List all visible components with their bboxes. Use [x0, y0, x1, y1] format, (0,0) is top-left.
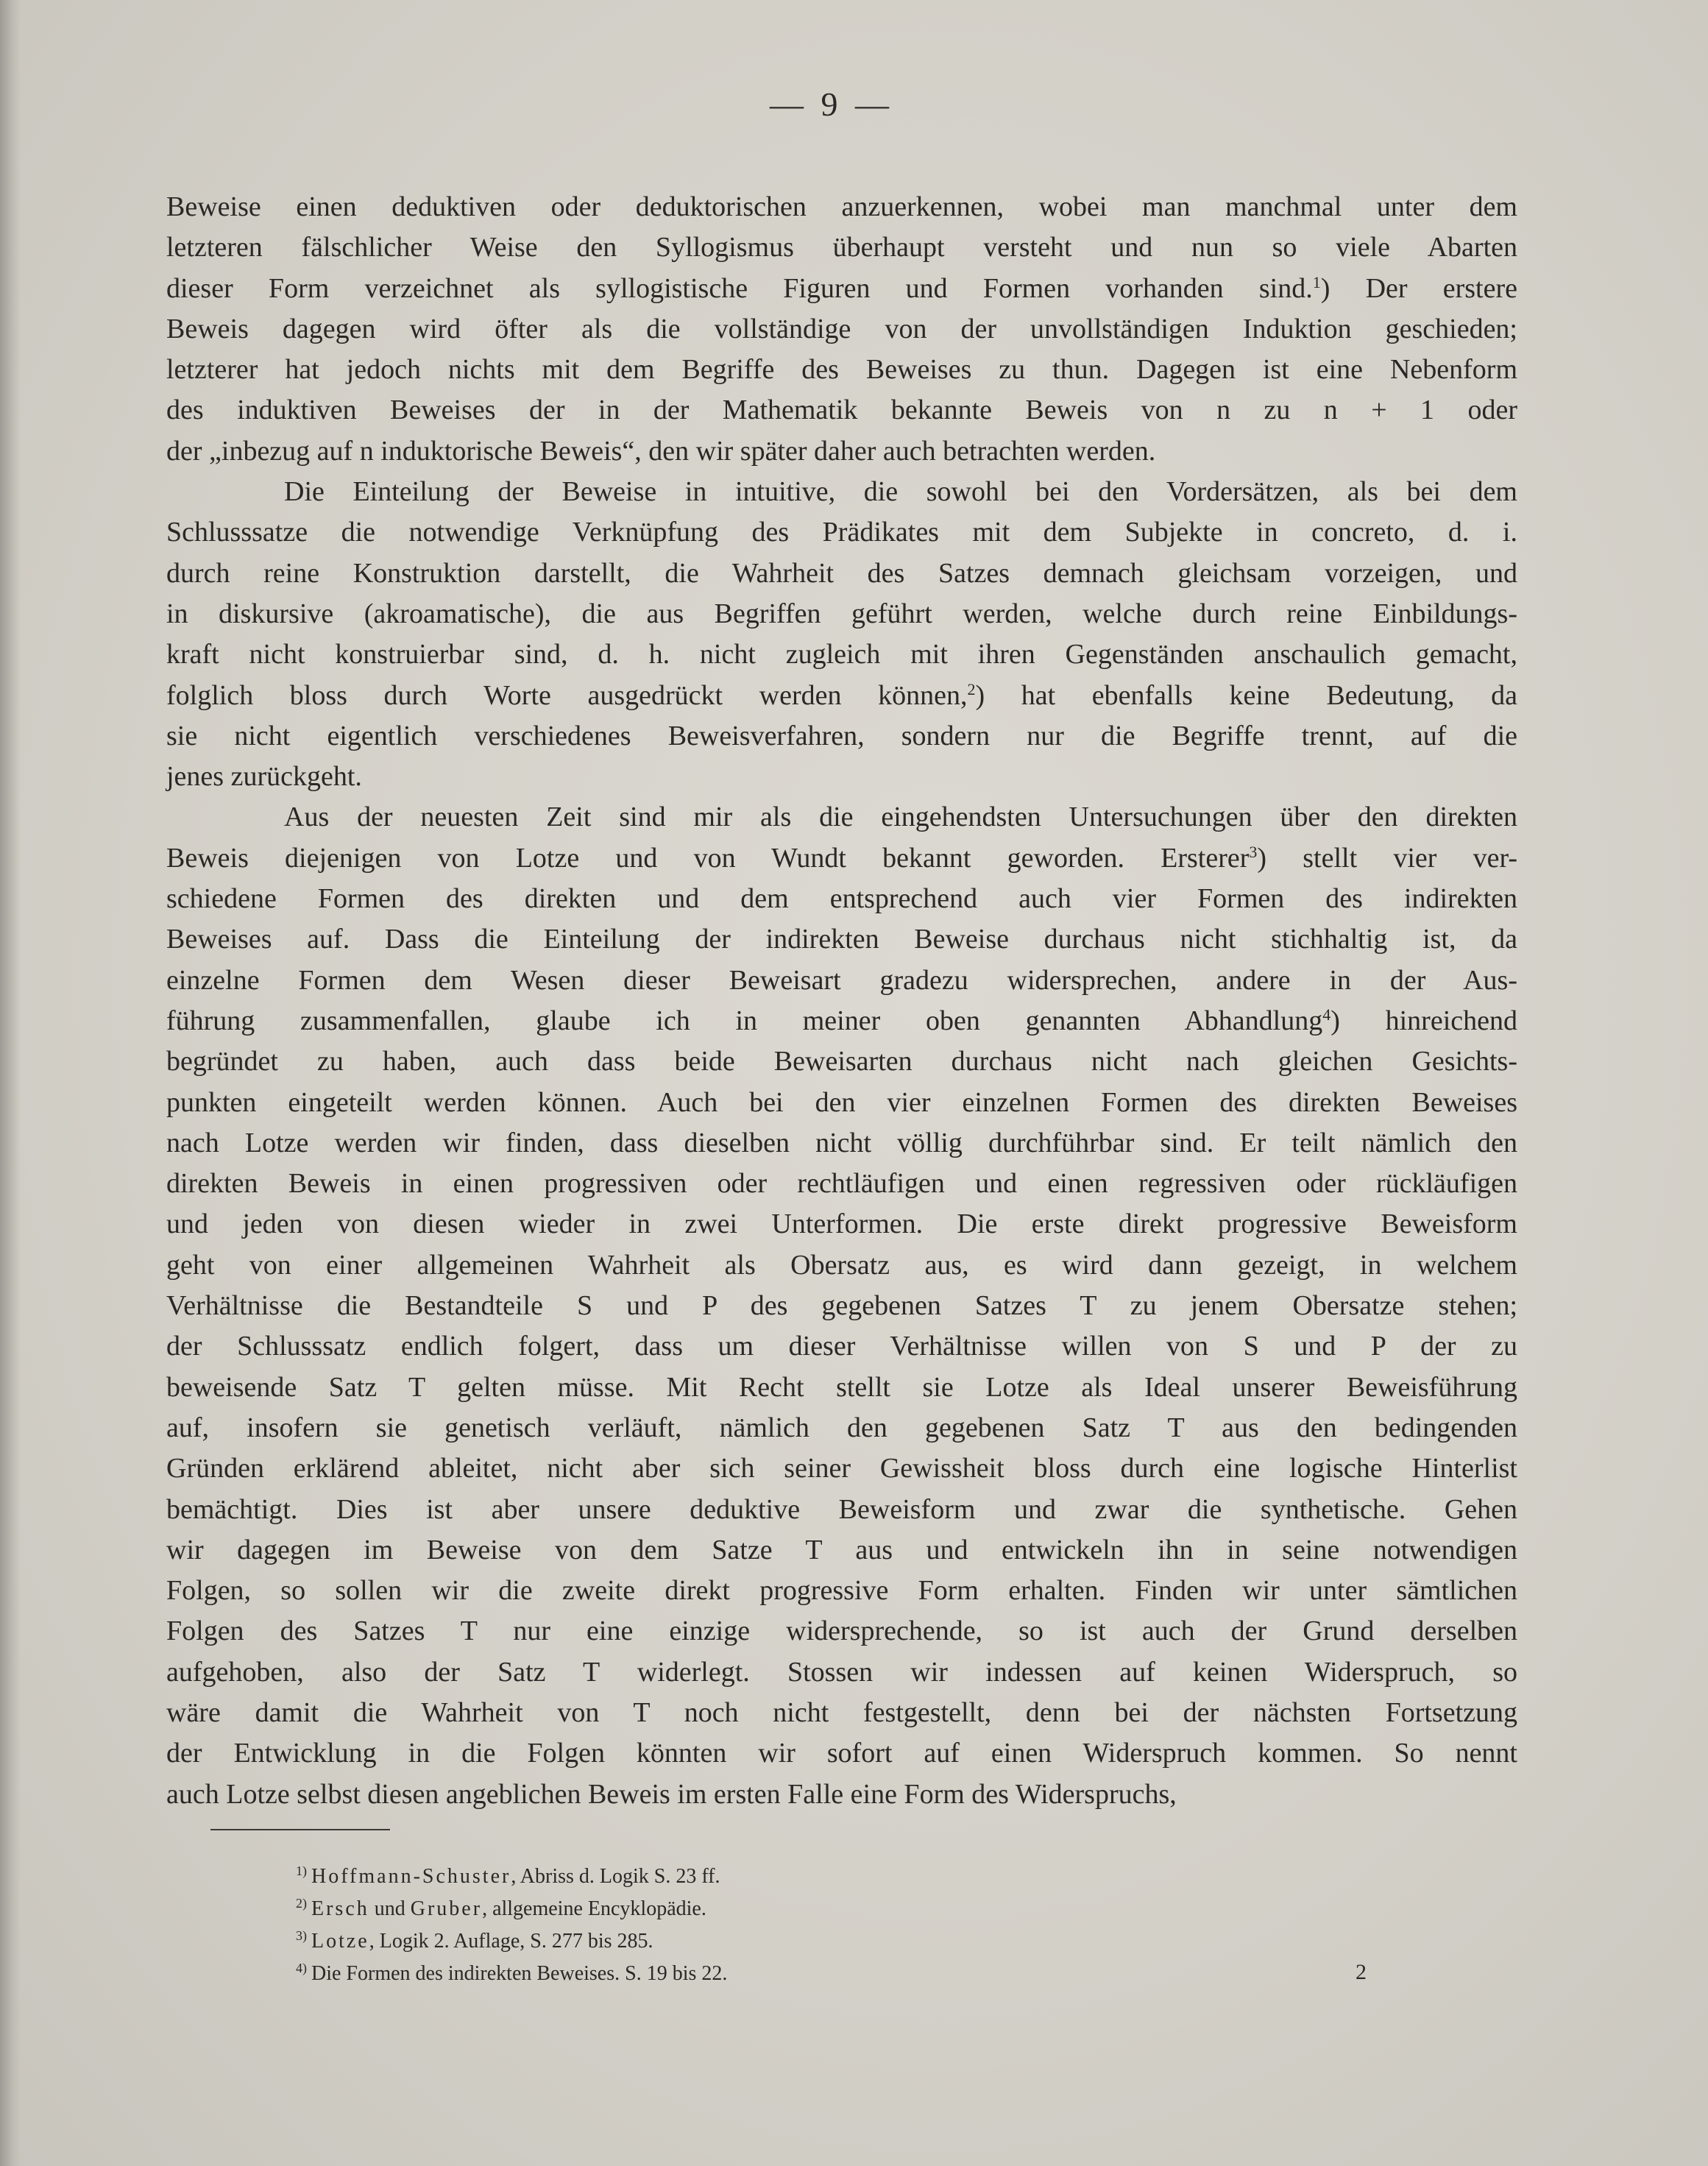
footnotes: [296, 1861, 1326, 1990]
text-line: kraft nicht konstruierbar sind, d. h. nicht zugleich mit ihren Gegenständen anschaulich gemacht,: [166, 639, 1517, 670]
text-line: der „inbezug auf n induktorische Beweis“, den wir später daher auch betrachten werden.: [166, 435, 1156, 467]
text-line: aufgehoben, also der Satz T widerlegt. Stossen wir indessen auf keinen Widerspruch, so: [166, 1656, 1517, 1688]
text-line: schiedene Formen des direkten und dem entsprechend auch vier Formen des indirekten: [166, 883, 1517, 915]
footnote-author: Hoffmann-Schuster: [311, 1865, 511, 1888]
signature-mark: 2: [1356, 1960, 1367, 1984]
footnote-item: [296, 1861, 1326, 1893]
footnote-citation: , allgemeine Encyklopädie.: [482, 1897, 706, 1920]
footnote-citation: Die Formen des indirekten Beweises. S. 19 bis 22.: [311, 1962, 728, 1985]
text-line: Beweis dagegen wird öfter als die vollständige von der unvollständigen Induktion geschieden;: [166, 313, 1517, 344]
text-line: einzelne Formen dem Wesen dieser Beweisart gradezu widersprechen, andere in der Aus-: [166, 964, 1517, 996]
text-line: Beweis diejenigen von Lotze und von Wundt bekannt geworden. Ersterer$^3$) stellt vier ver-: [166, 842, 1517, 874]
footnote-item: [296, 1925, 1326, 1958]
text-line: der Schlusssatz endlich folgert, dass um dieser Verhältnisse willen von S und P der zu: [166, 1331, 1517, 1362]
footnote-marker: 3): [296, 1928, 307, 1943]
text-line: letzterer hat jedoch nichts mit dem Begriffe des Beweises zu thun. Dagegen ist eine Nebenform: [166, 354, 1517, 386]
text-line: punkten eingeteilt werden können. Auch bei den vier einzelnen Formen des direkten Beweises: [166, 1086, 1517, 1118]
text-line: beweisende Satz T gelten müsse. Mit Recht stellt sie Lotze als Ideal unserer Beweisführung: [166, 1371, 1517, 1403]
text-line: Folgen, so sollen wir die zweite direkt progressive Form erhalten. Finden wir unter sämtlichen: [166, 1575, 1517, 1607]
text-line: auf, insofern sie genetisch verläuft, nämlich den gegebenen Satz T aus den bedingenden: [166, 1412, 1517, 1443]
text-line: durch reine Konstruktion darstellt, die Wahrheit des Satzes demnach gleichsam vorzeigen, und: [166, 557, 1517, 589]
footnote-author: Ersch: [311, 1897, 369, 1920]
text-line: wäre damit die Wahrheit von T noch nicht festgestellt, denn bei der nächsten Fortsetzung: [166, 1696, 1517, 1728]
text-line: Folgen des Satzes T nur eine einzige widersprechende, so ist auch der Grund derselben: [166, 1615, 1517, 1647]
footnote-citation: , Logik 2. Auflage, S. 277 bis 285.: [369, 1930, 653, 1953]
text-line: folglich bloss durch Worte ausgedrückt werden können,$^2$) hat ebenfalls keine Bedeutung, da: [166, 679, 1517, 711]
text-line: und jeden von diesen wieder in zwei Unterformen. Die erste direkt progressive Beweisform: [166, 1208, 1517, 1240]
text-line: führung zusammenfallen, glaube ich in meiner oben genannten Abhandlung$^4$) hinreichend: [166, 1005, 1517, 1036]
footnote-marker: 4): [296, 1961, 307, 1975]
text-line: Verhältnisse die Bestandteile S und P des gegebenen Satzes T zu jenem Obersatze stehen;: [166, 1290, 1517, 1322]
text-line: Aus der neuesten Zeit sind mir als die eingehendsten Untersuchungen über den direkten: [284, 801, 1517, 833]
footnote-separator: [210, 1829, 390, 1830]
text-line: geht von einer allgemeinen Wahrheit als Obersatz aus, es wird dann gezeigt, in welchem: [166, 1249, 1517, 1281]
text-line: Schlusssatze die notwendige Verknüpfung des Prädikates mit dem Subjekte in concreto, d. i.: [166, 517, 1517, 548]
footnote-marker: 1): [296, 1864, 307, 1878]
page-binding-edge: [0, 0, 21, 2166]
text-line: Gründen erklärend ableitet, nicht aber sich seiner Gewissheit bloss durch eine logische Hinterlist: [166, 1453, 1517, 1484]
text-line: Die Einteilung der Beweise in intuitive, die sowohl bei den Vordersätzen, als bei dem: [284, 476, 1517, 508]
text-line: der Entwicklung in die Folgen könnten wir sofort auf einen Widerspruch kommen. So nennt: [166, 1738, 1517, 1769]
text-line: sie nicht eigentlich verschiedenes Beweisverfahren, sondern nur die Begriffe trennt, auf die: [166, 720, 1517, 751]
text-line: direkten Beweis in einen progressiven oder rechtläufigen und einen regressiven oder rückläufigen: [166, 1168, 1517, 1200]
text-line: dieser Form verzeichnet als syllogistische Figuren und Formen vorhanden sind.$^1$) Der erstere: [166, 272, 1518, 304]
text-line: bemächtigt. Dies ist aber unsere deduktive Beweisform und zwar die synthetische. Gehen: [166, 1493, 1517, 1525]
text-line: Beweises auf. Dass die Einteilung der indirekten Beweise durchaus nicht stichhaltig ist, da: [166, 924, 1517, 955]
text-line: Beweise einen deduktiven oder deduktorischen anzuerkennen, wobei man manchmal unter dem: [166, 191, 1517, 222]
text-line: letzteren fälschlicher Weise den Syllogismus überhaupt versteht und nun so viele Abarten: [166, 232, 1517, 263]
page-number: — 9 —: [770, 85, 893, 123]
footnote-item: [296, 1893, 1326, 1925]
body-text: [166, 187, 1517, 1815]
text-line: auch Lotze selbst diesen angeblichen Beweis im ersten Falle eine Form des Widerspruchs,: [166, 1778, 1177, 1810]
footnote-author: Lotze: [311, 1930, 369, 1953]
footnote-marker: 2): [296, 1896, 307, 1911]
text-line: des induktiven Beweises der in der Mathematik bekannte Beweis von n zu n + 1 oder: [166, 394, 1517, 426]
footnote-item: [296, 1958, 1326, 1990]
text-line: jenes zurückgeht.: [166, 761, 362, 793]
text-line: begründet zu haben, auch dass beide Beweisarten durchaus nicht nach gleichen Gesichts-: [166, 1046, 1517, 1077]
text-line: wir dagegen im Beweise von dem Satze T aus und entwickeln ihn in seine notwendigen: [166, 1534, 1517, 1565]
text-line: nach Lotze werden wir finden, dass dieselben nicht völlig durchführbar sind. Er teilt nämlich den: [166, 1127, 1517, 1158]
text-line: in diskursive (akroamatische), die aus Begriffen geführt werden, welche durch reine Einbildungs-: [166, 598, 1517, 629]
footnote-author: Gruber: [410, 1897, 483, 1920]
footnote-conjunction: und: [369, 1897, 411, 1920]
footnote-citation: , Abriss d. Logik S. 23 ff.: [511, 1865, 720, 1888]
